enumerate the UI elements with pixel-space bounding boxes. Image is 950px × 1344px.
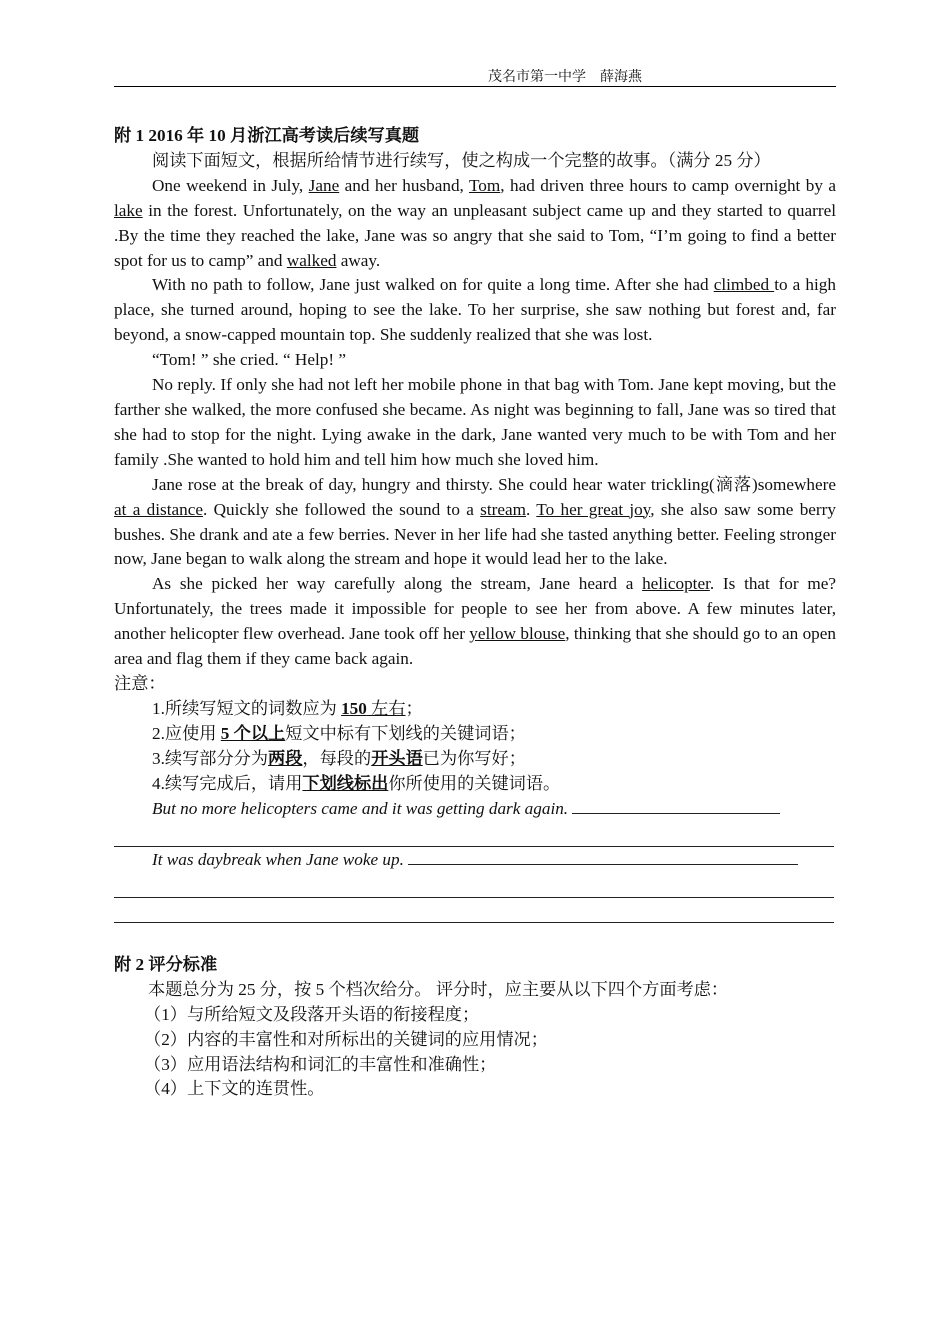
header-author: 茂名市第一中学 薛海燕 xyxy=(488,70,642,85)
story-paragraph-3: “Tom! ” she cried. “ Help! ” xyxy=(152,350,346,370)
answer-blank[interactable] xyxy=(572,796,780,814)
keyword: walked xyxy=(286,250,337,270)
task-instruction: 阅读下面短文，根据所给情节进行续写，使之构成一个完整的故事。（满分 25 分） xyxy=(152,150,771,170)
note-2: 2.应使用 5 个以上短文中标有下划线的关键词语； xyxy=(152,723,526,743)
keyword: lake xyxy=(114,200,143,220)
answer-line[interactable] xyxy=(114,898,834,923)
note-1: 1.所续写短文的词数应为 150 左右； xyxy=(152,698,423,718)
scoring-item-2: （2）内容的丰富性和对所标出的关键词的应用情况； xyxy=(144,1029,548,1049)
keyword: helicopter xyxy=(642,574,710,594)
note-3: 3.续写部分分为两段，每段的开头语已为你写好； xyxy=(152,748,526,768)
story-paragraph-2: With no path to follow, Jane just walked on for quite a long time. After she had climbed to a high place, she turned around, hoping to see the lake. To her surprise, she saw nothing but forest and, far beyond, a snow-capped mountain top. She suddenly realized that she was lost. xyxy=(114,275,836,345)
note-4: 4.续写完成后，请用下划线标出你所使用的关键词语。 xyxy=(152,773,561,793)
scoring-item-1: （1）与所给短文及段落开头语的衔接程度； xyxy=(144,1004,480,1024)
story-paragraph-6: As she picked her way carefully along the stream, Jane heard a helicopter. Is that for me? Unfortunately, the trees made it impossible for people to see her from above. A few minutes later, another helicopter flew overhead. Jane took off her yellow blouse, thinking that she should go to an open area and flag them if they came back again. xyxy=(114,574,836,669)
page-header xyxy=(114,64,836,87)
story-paragraph-4: No reply. If only she had not left her mobile phone in that bag with Tom. Jane kept moving, but the farther she walked, the more confused she became. As night was beginning to fall, Jane was so tired that she had to stop for the night. Lying awake in the dark, Jane wanted very much to be with Tom and her family .She wanted to hold him and tell him how much she loved him. xyxy=(114,375,836,469)
story-paragraph-1: One weekend in July, Jane and her husband, Tom, had driven three hours to camp overnight by a lake in the forest. Unfortunately, on the way an unpleasant subject came up and they started to quarrel .By the time they reached the lake, Jane was so angry that she said to Tom, “I’m going to find a better spot for us to camp” and walked away. xyxy=(114,175,836,270)
keyword: yellow blouse xyxy=(469,624,566,644)
writing-paragraph-2-start: It was daybreak when Jane woke up. xyxy=(114,847,836,873)
answer-blank[interactable] xyxy=(408,847,798,865)
answer-line[interactable] xyxy=(114,873,834,898)
document-body xyxy=(114,124,836,1102)
scoring-intro: 本题总分为 25 分，按 5 个档次给分。 评分时，应主要从以下四个方面考虑： xyxy=(148,979,729,999)
story-paragraph-5: Jane rose at the break of day, hungry and thirsty. She could hear water trickling(滴落)somewhere at a distance. Quickly she followed the sound to a stream. To her great joy, she also saw some berry bushes. She drank and ate a few berries. Never in her life had she tasted anything better. Feeling stronger now, Jane began to walk along the stream and hope it would lead her to the lake. xyxy=(114,474,836,569)
keyword: stream xyxy=(480,499,526,519)
scoring-item-4: （4）上下文的连贯性。 xyxy=(144,1079,325,1099)
keyword: To her great joy xyxy=(536,499,651,519)
section-1-title: 附 1 2016 年 10 月浙江高考读后续写真题 xyxy=(114,126,420,145)
keyword: climbed xyxy=(713,275,775,295)
section-2-title: 附 2 评分标准 xyxy=(114,954,218,974)
keyword: Tom xyxy=(468,175,501,195)
answer-line[interactable] xyxy=(114,822,834,847)
keyword: at a distance xyxy=(114,499,203,519)
notes-title: 注意： xyxy=(114,673,166,693)
scoring-item-3: （3）应用语法结构和词汇的丰富性和准确性； xyxy=(144,1054,497,1074)
writing-paragraph-1-start: But no more helicopters came and it was getting dark again. xyxy=(114,796,836,822)
keyword: Jane xyxy=(308,175,340,195)
